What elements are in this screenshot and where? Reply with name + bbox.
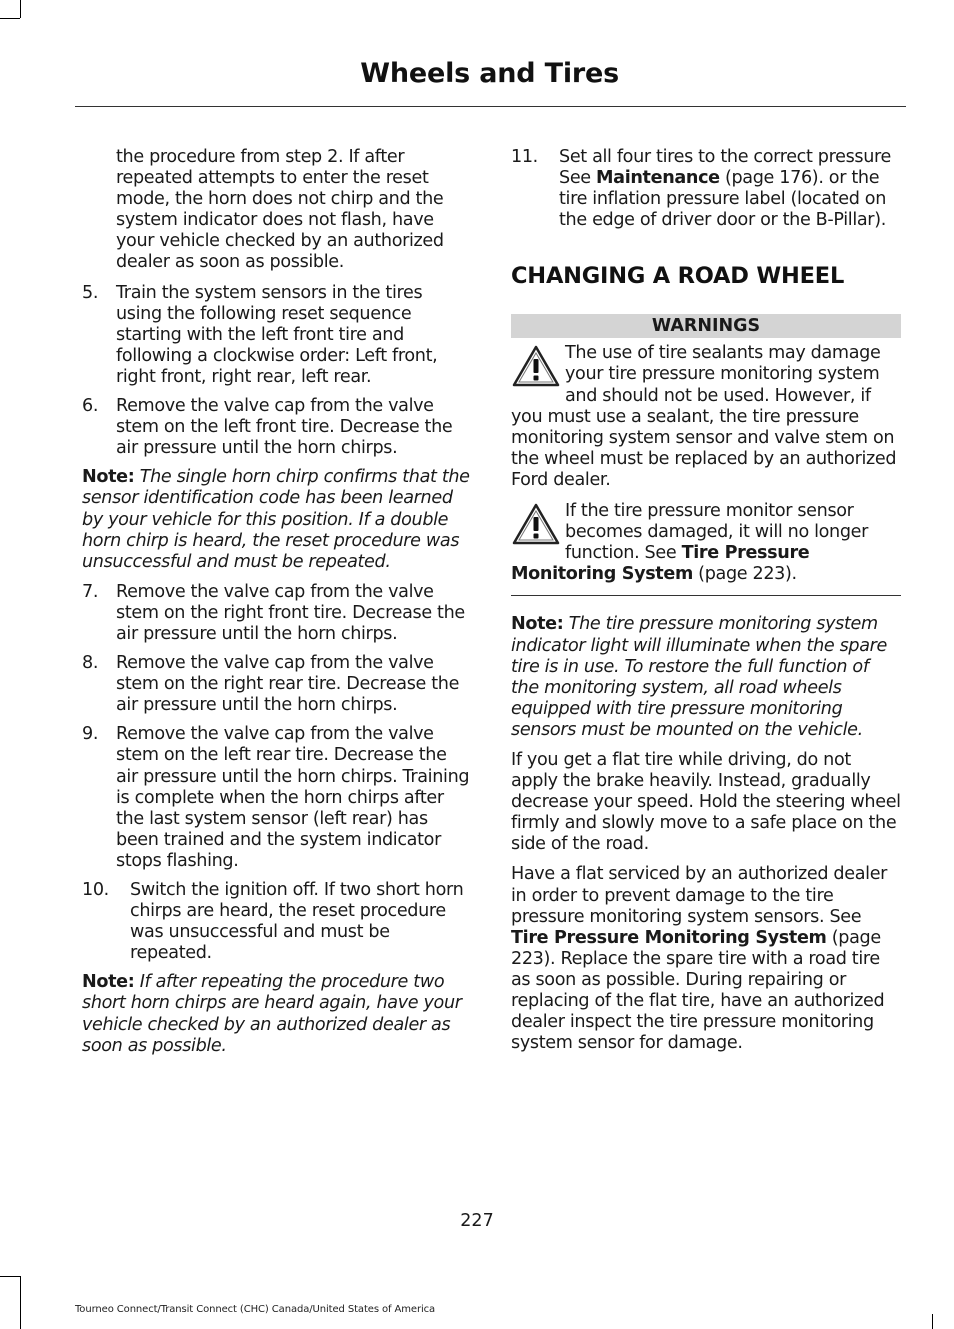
note-text: If after repeating the procedure two short horn chirps are heard again, have your vehicle checked by an authorized dealer as soon as possible. bbox=[82, 972, 462, 1056]
warning-text: (page 223). bbox=[692, 564, 797, 585]
list-item bbox=[82, 283, 472, 388]
warning-block bbox=[511, 343, 901, 491]
step-number: 10. bbox=[82, 880, 109, 900]
warning-block bbox=[511, 501, 901, 585]
page-title: Wheels and Tires bbox=[360, 58, 619, 89]
warnings-divider bbox=[511, 595, 901, 596]
note-label: Note: bbox=[82, 467, 135, 488]
step-number: 11. bbox=[511, 147, 538, 167]
cross-reference-link[interactable]: Maintenance bbox=[596, 168, 720, 189]
list-item bbox=[511, 147, 901, 231]
step-text: Remove the valve cap from the valve stem on the left front tire. Decrease the air pressure until the horn chirps. bbox=[116, 396, 453, 459]
footer-text: Tourneo Connect/Transit Connect (CHC) Canada/United States of America bbox=[75, 1304, 436, 1315]
step-text: Set all four tires to the correct pressure See bbox=[559, 147, 891, 189]
crop-mark bbox=[932, 1314, 933, 1329]
warnings-header: WARNINGS bbox=[511, 314, 901, 338]
left-column bbox=[82, 147, 472, 1066]
step-text: Train the system sensors in the tires using the following reset sequence starting with the left front tire and following a clockwise order: Left front, right front, right rear, left rear. bbox=[116, 282, 438, 387]
note-label: Note: bbox=[511, 614, 564, 635]
note-text: The tire pressure monitoring system indicator light will illuminate when the spare tire is in use. To restore the full function of the monitoring system, all road wheels equipped with tire pressure monitoring sensors must be mounted on the vehicle. bbox=[511, 614, 888, 740]
header-divider bbox=[75, 106, 906, 107]
list-item bbox=[82, 582, 472, 645]
step-text: Remove the valve cap from the valve stem on the left rear tire. Decrease the air pressure until the horn chirps. Training is complete when the horn chirps after the last system sensor (left rear) has been trained and the system indicator stops flashing. bbox=[116, 724, 470, 871]
section-heading: CHANGING A ROAD WHEEL bbox=[511, 263, 845, 290]
list-item bbox=[82, 880, 472, 964]
warning-text: The use of tire sealants may damage your tire pressure monitoring system and should not be used. However, if you must use a sealant, the tire pressure monitoring system sensor and valve stem on the wheel must be replaced by an authorized Ford dealer. bbox=[511, 343, 897, 490]
step-text: Switch the ignition off. If two short horn chirps are heard, the reset procedure was unsuccessful and must be repeated. bbox=[130, 880, 464, 964]
warning-text: If the tire pressure monitor sensor becomes damaged, it will no longer function. See bbox=[565, 501, 869, 564]
step-number: 5. bbox=[82, 282, 99, 303]
right-column bbox=[511, 147, 901, 1063]
list-item bbox=[82, 724, 472, 872]
note-label: Note: bbox=[82, 972, 135, 993]
cross-reference-link[interactable]: Tire Pressure Monitoring System bbox=[511, 543, 810, 585]
step-number: 8. bbox=[82, 653, 99, 674]
crop-mark bbox=[20, 1276, 21, 1329]
page-number: 227 bbox=[460, 1211, 494, 1231]
list-item bbox=[82, 653, 472, 716]
crop-mark bbox=[20, 0, 21, 18]
step-number: 7. bbox=[82, 581, 99, 602]
step-number: 6. bbox=[82, 396, 99, 417]
continued-step-text: the procedure from step 2. If after repeated attempts to enter the reset mode, the horn does not chirp and the system indicator does not flash, have your vehicle checked by an authorized dealer as soon as possible. bbox=[116, 147, 444, 273]
body-paragraph: If you get a flat tire while driving, do not apply the brake heavily. Instead, gradually decrease your speed. Hold the steering wheel firmly and slowly move to a safe place on the side of the road. bbox=[511, 749, 901, 855]
note bbox=[82, 972, 472, 1056]
paragraph-text: Have a flat serviced by an authorized dealer in order to prevent damage to the tire pressure monitoring system sensors. See bbox=[511, 864, 888, 927]
note bbox=[511, 614, 901, 741]
warning-triangle-icon bbox=[511, 502, 561, 546]
step-text: (page 176). or the tire inflation pressure label (located on the edge of driver door or the B-Pillar). bbox=[559, 168, 886, 231]
warning-triangle-icon bbox=[511, 344, 561, 388]
step-text: Remove the valve cap from the valve stem on the right front tire. Decrease the air pressure until the horn chirps. bbox=[116, 581, 465, 644]
cross-reference-link[interactable]: Tire Pressure Monitoring System bbox=[511, 927, 827, 948]
body-paragraph bbox=[511, 864, 901, 1054]
note bbox=[82, 467, 472, 572]
crop-mark bbox=[0, 1276, 20, 1277]
step-text: Remove the valve cap from the valve stem on the right rear tire. Decrease the air pressure until the horn chirps. bbox=[116, 653, 460, 716]
list-item bbox=[82, 396, 472, 459]
note-text: The single horn chirp confirms that the sensor identification code has been learned by your vehicle for this position. If a double horn chirp is heard, the reset procedure was unsuccessful and must be repeated. bbox=[82, 467, 470, 572]
paragraph-text: (page 223). Replace the spare tire with a road tire as soon as possible. During repairing or replacing of the flat tire, have an authorized dealer inspect the tire pressure monitoring system sensor for damage. bbox=[511, 927, 885, 1054]
step-number: 9. bbox=[82, 724, 99, 745]
crop-mark bbox=[0, 18, 20, 19]
